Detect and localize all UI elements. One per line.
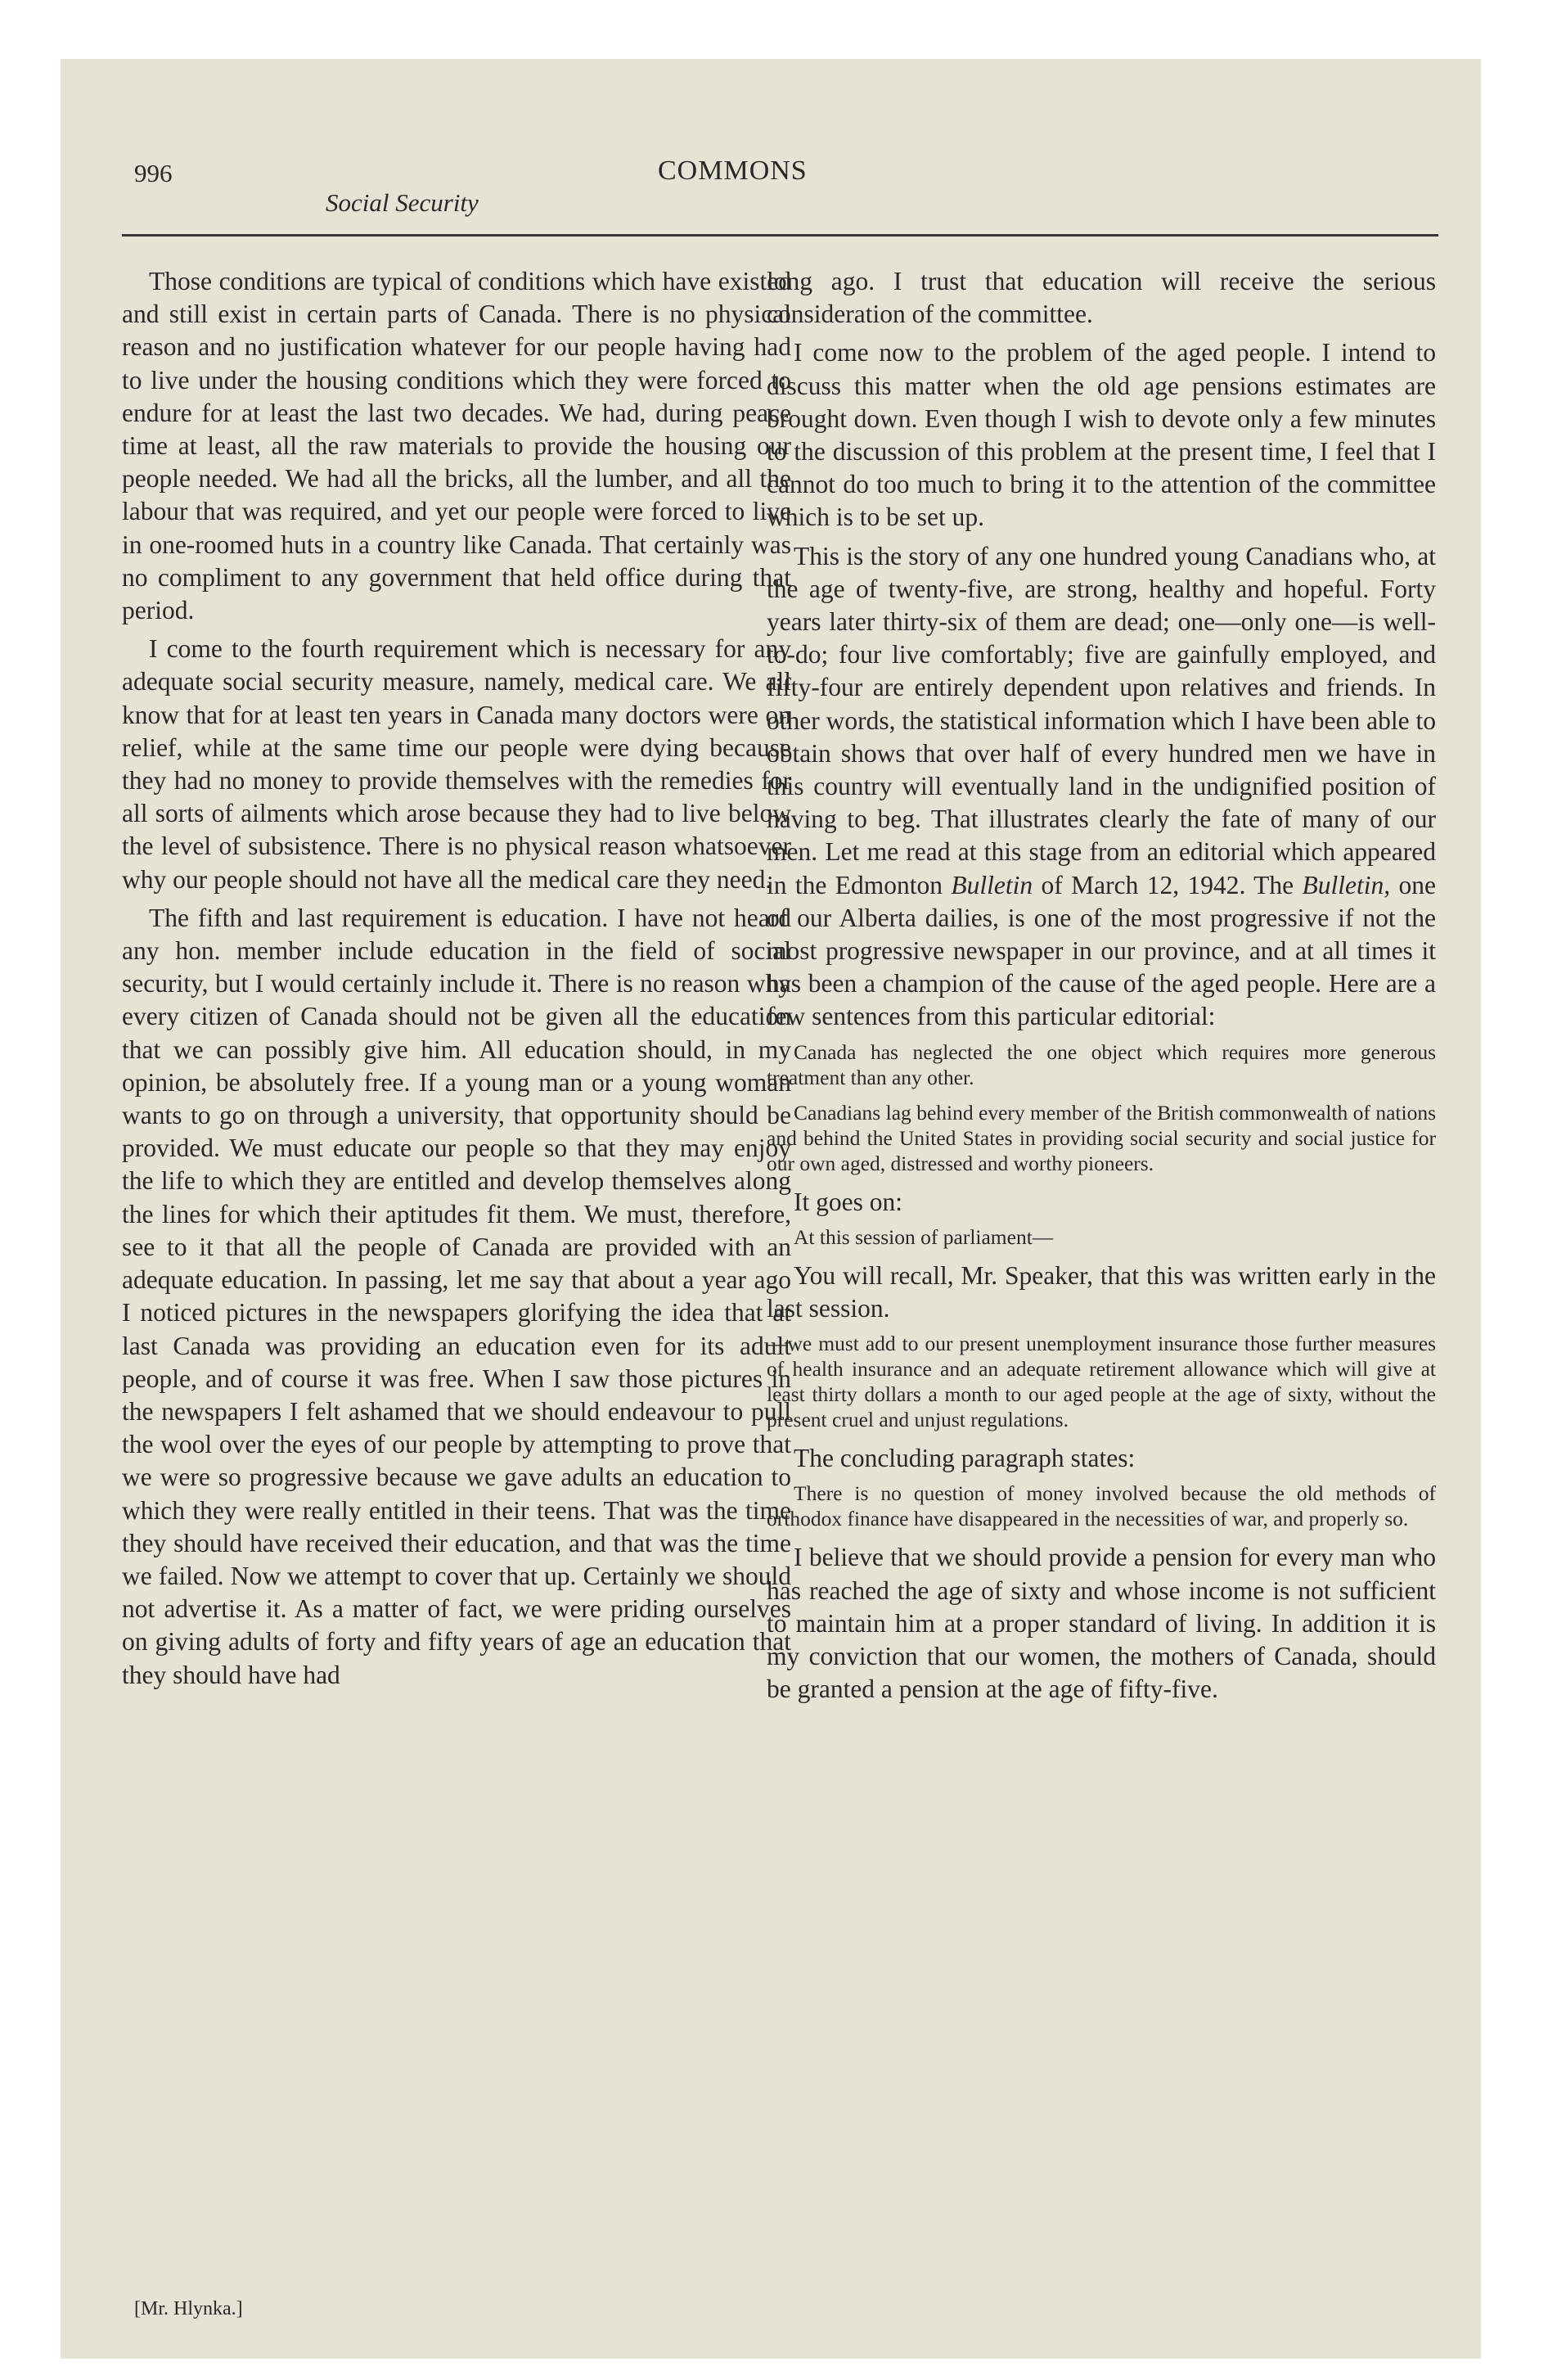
editorial-quote: There is no question of money involved because the old methods of orthodox finance have disappeared in the necessities of war, and properly so. [767,1481,1436,1531]
hansard-page [61,59,1481,2359]
paragraph: It goes on: [794,1187,902,1216]
paragraph: Those conditions are typical of conditions which have existed and still exist in certain parts of Canada. There is no physical reason and no justification whatever for our people having had to live under the housing conditions which they were forced to endure for at least the last two decades. We had, during peace time at least, all the raw materials to provide the housing our people needed. We had all the bricks, all the lumber, and all the labour that was required, and yet our people were forced to live in one-roomed huts in a country like Canada. That certainly was no compliment to any government that held office during that period. [122,267,791,625]
paragraph-text: This is the story of any one hundred young Canadians who, at the age of twenty-five, are strong, healthy and hopeful. Forty years later thirty-six of them are dead; one—only one—is well-to-do; four live comfortably; five are gainfully employed, and fifty-four are entirely dependent upon relatives and friends. In other words, the statistical information which I have been able to obtain shows that over half of every hundred men we have in this country will eventually land in the undignified position of having to beg. That illustrates clearly the fate of many of our men. Let me read at this stage from an editorial which appeared in the Edmonton [767,541,1436,899]
paragraph-with-editorial-reference [767,540,1436,1034]
left-column [122,265,791,1697]
editorial-quote: Canadians lag behind every member of the British commonwealth of nations and behind the United States in providing social security and social justice for our own aged, distressed and worthy pioneers. [767,1100,1436,1175]
speaker-note: [Mr. Hlynka.] [134,2298,243,2319]
paragraph-text: of March 12, 1942. The [1033,870,1303,899]
header-rule [122,234,1438,237]
newspaper-title: Bulletin, [1302,870,1391,899]
paragraph-text: one of our Alberta dailies, is one of the most progressive if not the most progressive newspaper in our province, and at all times it has been a champion of the cause of the aged people. Here are a few sentences from this particular editorial: [767,870,1437,1031]
paragraph: I believe that we should provide a pension for every man who has reached the age of sixty and whose income is not sufficient to maintain him at a proper standard of living. In addition it is my conviction that our women, the mothers of Canada, should be granted a pension at the age of fifty-five. [767,1543,1436,1704]
section-title: Social Security [326,188,479,217]
paragraph: The concluding paragraph states: [794,1444,1136,1473]
newspaper-title: Bulletin [951,870,1033,899]
paragraph: The fifth and last requirement is education. I have not heard any hon. member include education in the field of social security, but I would certainly include it. There is no reason why every citizen of Canada should not be given all the education that we can possibly give him. All education should, in my opinion, be absolutely free. If a young man or a young woman wants to go on through a university, that opportunity should be provided. We must educate our people so that they may enjoy the life to which they are entitled and develop themselves along the lines for which their aptitudes fit them. We must, therefore, see to it that all the people of Canada are provided with an adequate education. In passing, let me say that about a year ago I noticed pictures in the newspapers glorifying the idea that at last Canada was providing an education even for its adult people, and of course it was free. When I saw those pictures in the newspapers I felt ashamed that we should endeavour to pull the wool over the eyes of our people by attempting to prove that we were so progressive because we gave adults an education to which they were really entitled in their teens. That was the time they should have received their education, and that was the time we failed. Now we attempt to cover that up. Certainly we should not advertise it. As a matter of fact, we were priding ourselves on giving adults of forty and fifty years of age an education that they should have had [122,903,791,1689]
page-number: 996 [134,159,173,187]
paragraph: You will recall, Mr. Speaker, that this was written early in the last session. [767,1260,1436,1323]
running-head: COMMONS [658,156,808,186]
paragraph: I come now to the problem of the aged people. I intend to discuss this matter when the old age pensions estimates are brought down. Even though I wish to devote only a few minutes to the discussion of this problem at the present time, I feel that I cannot do too much to bring it to the attention of the committee which is to be set up. [767,338,1436,532]
paragraph: long ago. I trust that education will receive the serious consideration of the committee. [767,267,1436,329]
right-column [767,265,1436,1712]
paragraph: I come to the fourth requirement which is necessary for any adequate social security measure, namely, medical care. We all know that for at least ten years in Canada many doctors were on relief, while at the same time our people were dying because they had no money to provide themselves with the remedies for all sorts of ailments which arose because they had to live below the level of subsistence. There is no physical reason whatsoever why our people should not have all the medical care they need. [122,634,791,894]
editorial-quote: —we must add to our present unemployment insurance those further measures of health insurance and an adequate retirement allowance which will give at least thirty dollars a month to our aged people at the age of sixty, without the present cruel and unjust regulations. [767,1332,1436,1432]
editorial-quote: At this session of parliament— [794,1224,1054,1249]
editorial-quote: Canada has neglected the one object which requires more generous treatment than any other. [767,1039,1436,1089]
